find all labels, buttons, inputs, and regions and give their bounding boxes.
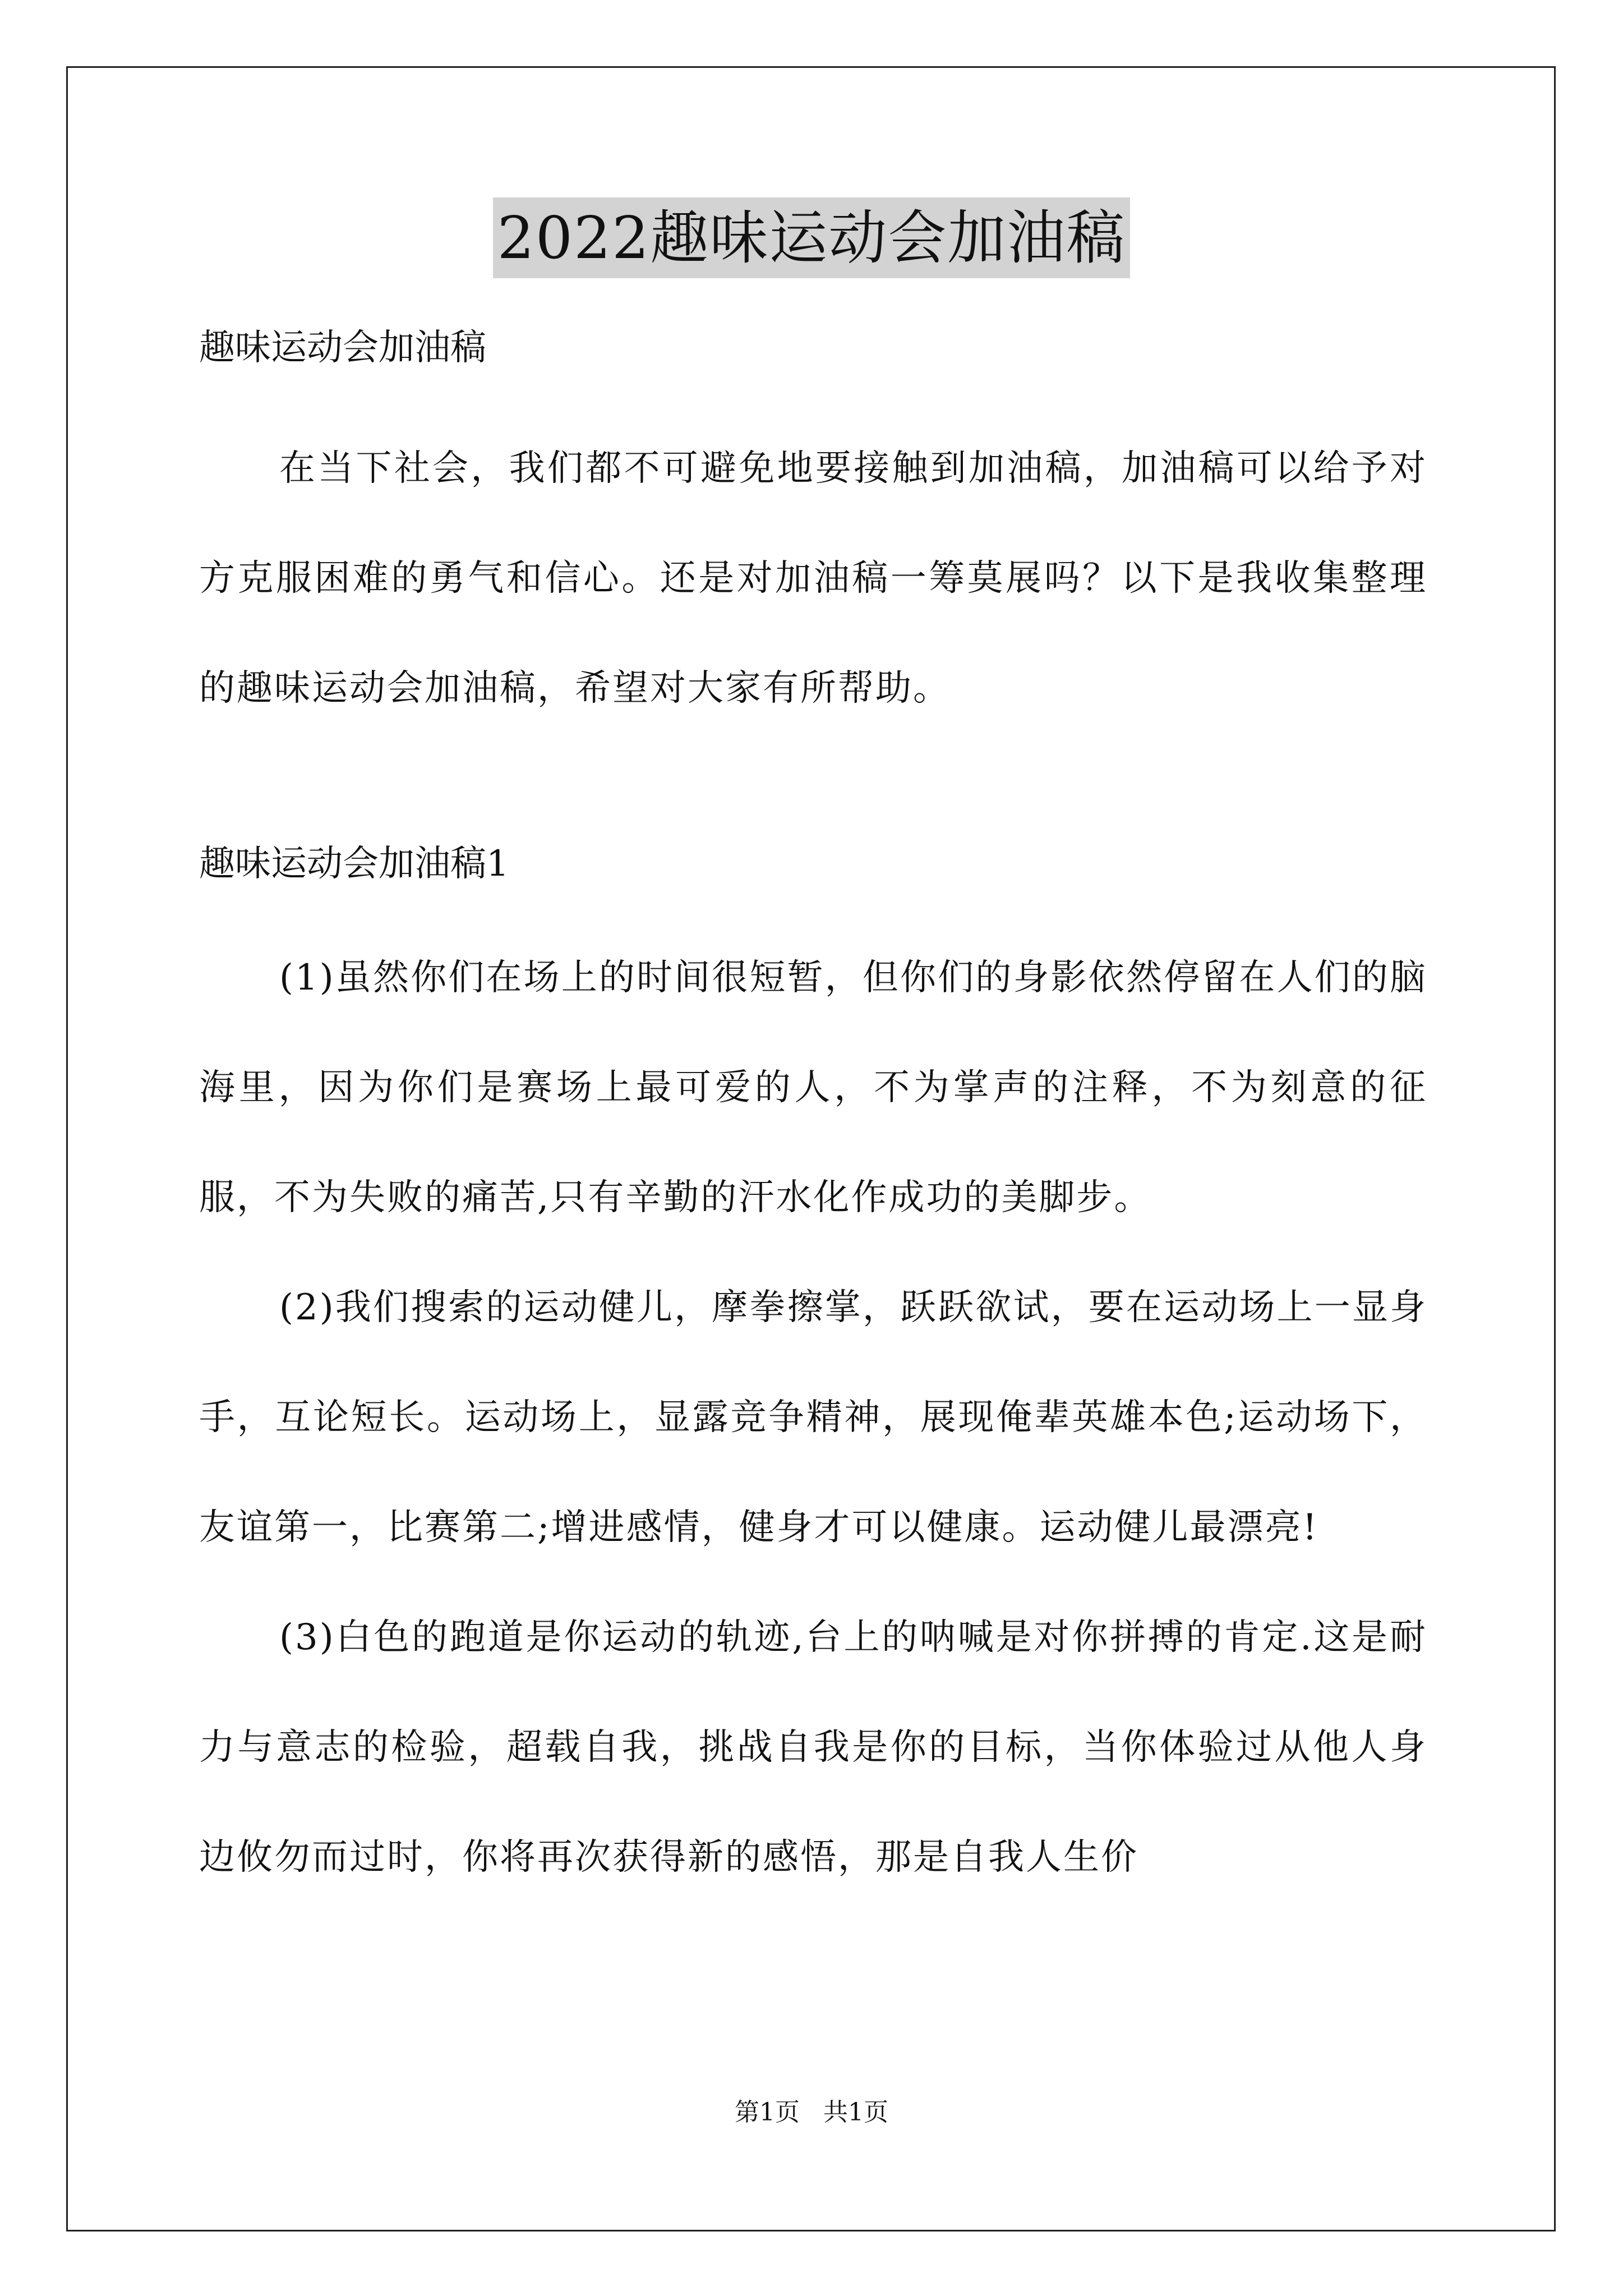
body-paragraph-1: (1)虽然你们在场上的时间很短暂，但你们的身影依然停留在人们的脑海里，因为你们是赛场上最可爱的人，不为掌声的注释，不为刻意的征服，不为失败的痛苦,只有辛勤的汗水化作成功的美脚步。 (199, 957, 1427, 1218)
title-container (0, 197, 1623, 278)
page-number: 第1页 (735, 2098, 800, 2127)
intro-paragraph: 在当下社会，我们都不可避免地要接触到加油稿，加油稿可以给予对方克服困难的勇气和信心。还是对加油稿一筹莫展吗？以下是我收集整理的趣味运动会加油稿，希望对大家有所帮助。 (199, 448, 1427, 709)
document-subtitle: 趣味运动会加油稿 (199, 327, 486, 369)
page-total: 共1页 (823, 2098, 888, 2127)
body-paragraph-2: (2)我们搜索的运动健儿，摩拳擦掌，跃跃欲试，要在运动场上一显身手，互论短长。运动场上，显露竞争精神，展现俺辈英雄本色;运动场下，友谊第一，比赛第二;增进感情，健身才可以健康。运动健儿最漂亮! (199, 1287, 1427, 1548)
document-body (199, 311, 1427, 1912)
document-title: 2022趣味运动会加油稿 (493, 197, 1131, 278)
page-footer (0, 2097, 1623, 2128)
section-heading: 趣味运动会加油稿1 (199, 843, 509, 885)
body-paragraph-3: (3)白色的跑道是你运动的轨迹,台上的呐喊是对你拼搏的肯定.这是耐力与意志的检验，超载自我，挑战自我是你的目标，当你体验过从他人身边攸勿而过时，你将再次获得新的感悟，那是自我人生价 (199, 1617, 1427, 1878)
